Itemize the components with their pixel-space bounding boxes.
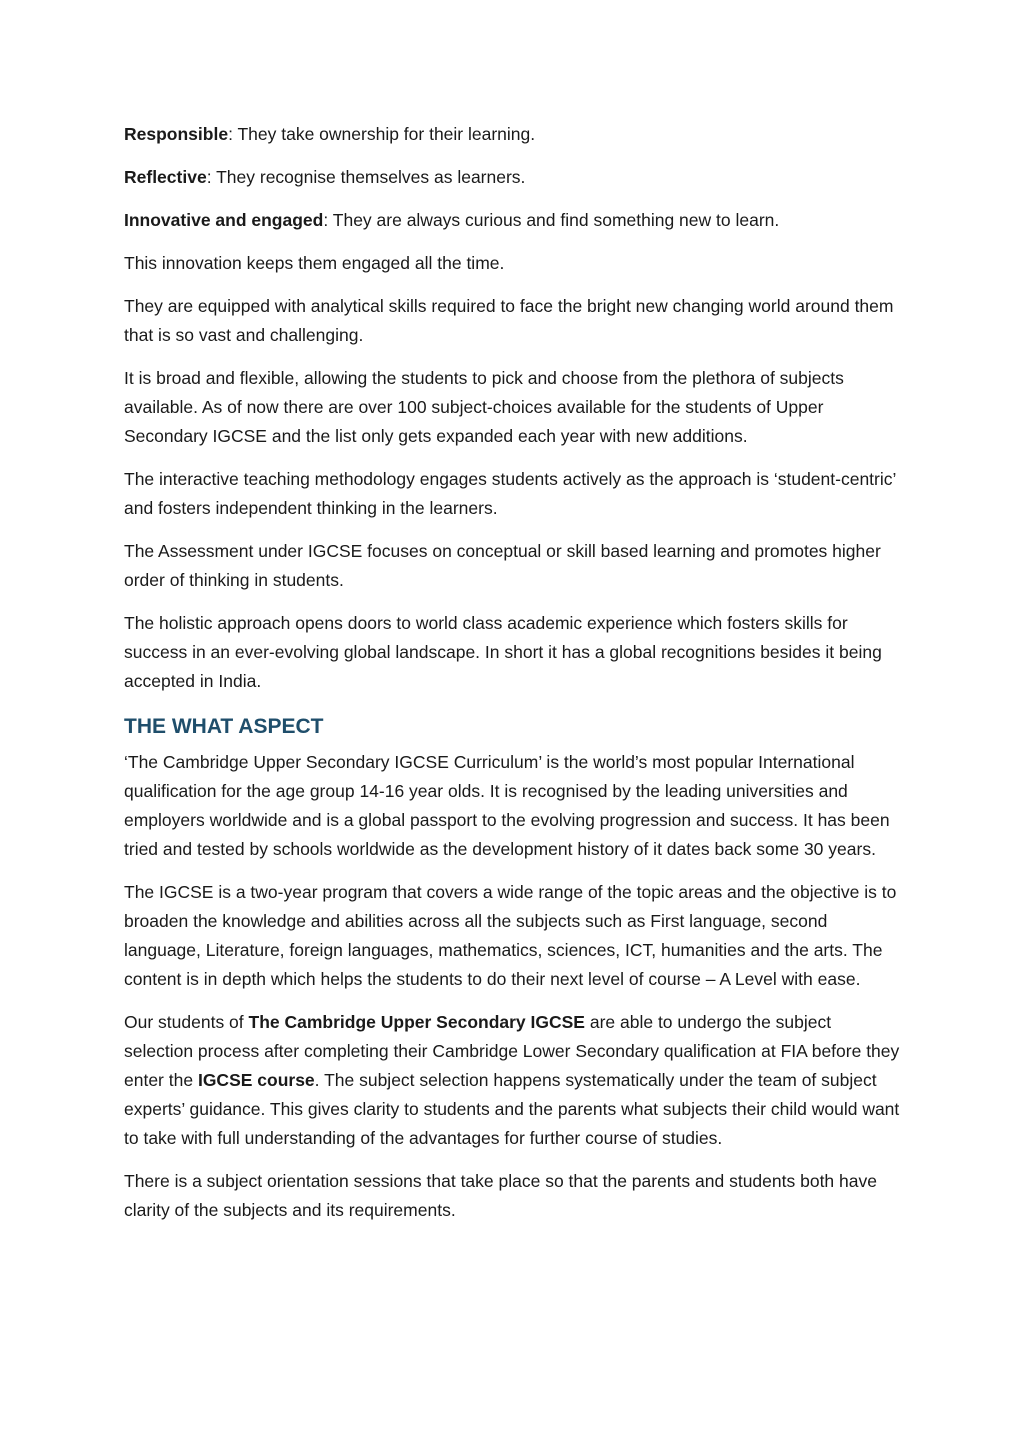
bold-run: The Cambridge Upper Secondary IGCSE <box>248 1012 585 1032</box>
trait-text: : They recognise themselves as learners. <box>206 167 526 187</box>
paragraph: There is a subject orientation sessions that take place so that the parents and students both have clarity of the subjects and its requirements. <box>124 1171 877 1220</box>
paragraph: The holistic approach opens doors to world class academic experience which fosters skills for success in an ever-evolving global landscape. In short it has a global recognitions besides it being accepted in India. <box>124 613 882 691</box>
paragraph: This innovation keeps them engaged all the time. <box>124 253 505 273</box>
paragraph: The interactive teaching methodology engages students actively as the approach is ‘student-centric’ and fosters independent thinking in the learners. <box>124 469 896 518</box>
text-run: . The subject selection happens systematically under the team of subject experts’ guidance. This gives clarity to students and the parents what subjects their child would want to take with full understanding of the advantages for further course of studies. <box>124 1070 900 1148</box>
paragraph: They are equipped with analytical skills required to face the bright new changing world around them that is so vast and challenging. <box>124 296 894 345</box>
trait-term: Responsible <box>124 124 229 144</box>
document-page <box>124 120 904 1239</box>
trait-text: : They take ownership for their learning. <box>228 124 536 144</box>
trait-reflective <box>124 163 904 192</box>
selection-paragraph <box>124 1008 904 1153</box>
bold-run: IGCSE course <box>197 1070 315 1090</box>
section-heading: THE WHAT ASPECT <box>124 715 324 738</box>
paragraph: It is broad and flexible, allowing the students to pick and choose from the plethora of subjects available. As of now there are over 100 subject-choices available for the students of Upper Secondary IGCSE and the list only gets expanded each year with new additions. <box>124 368 844 446</box>
text-run: Our students of <box>124 1012 249 1032</box>
trait-text: : They are always curious and find something new to learn. <box>323 210 780 230</box>
paragraph: The Assessment under IGCSE focuses on conceptual or skill based learning and promotes higher order of thinking in students. <box>124 541 881 590</box>
paragraph: The IGCSE is a two-year program that covers a wide range of the topic areas and the objective is to broaden the knowledge and abilities across all the subjects such as First language, second language, Literature, foreign languages, mathematics, sciences, ICT, humanities and the arts. The content is in depth which helps the students to do their next level of course – A Level with ease. <box>124 882 897 989</box>
paragraph: ‘The Cambridge Upper Secondary IGCSE Curriculum’ is the world’s most popular International qualification for the age group 14-16 year olds. It is recognised by the leading universities and employers worldwide and is a global passport to the evolving progression and success. It has been tried and tested by schools worldwide as the development history of it dates back some 30 years. <box>124 752 890 859</box>
trait-term: Innovative and engaged <box>124 210 324 230</box>
trait-innovative <box>124 206 904 235</box>
trait-responsible <box>124 120 904 149</box>
text-run: are able to undergo the subject selection process after completing their Cambridge Lower Secondary qualification at FIA before they enter the <box>124 1012 900 1090</box>
trait-term: Reflective <box>124 167 207 187</box>
